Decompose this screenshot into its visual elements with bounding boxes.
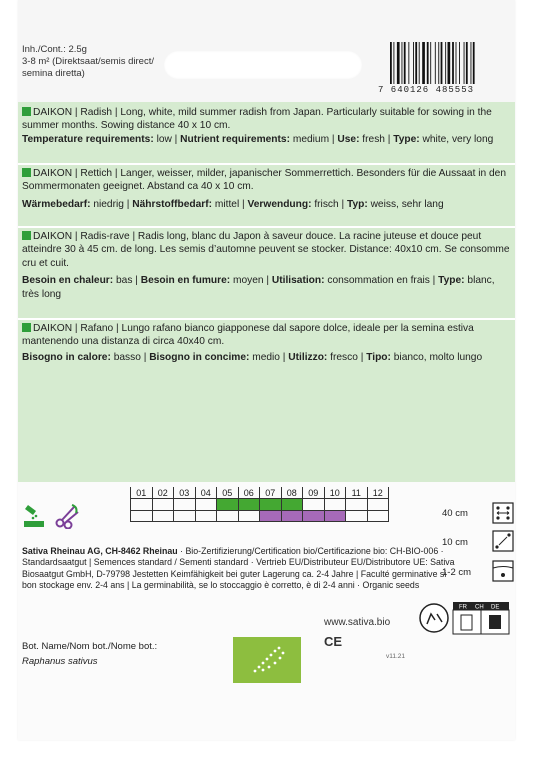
sowing-cell [324,499,346,511]
italian-text: DAIKON | Rafano | Lungo rafano bianco giapponese dal sapore dolce, ideale per la semina estiva mantenendo una distanza di circa 40x40 cm. [22,323,474,348]
seed-packet-back [18,0,515,740]
sowing-cell [367,499,389,511]
harvest-scissors-icon [52,503,82,529]
description-italian [22,322,512,364]
month-label: 04 [195,487,217,499]
harvest-cell [303,510,325,522]
sowing-depth-icon [492,560,514,582]
content-area-it: semina diretta) [22,68,85,79]
sowing-depth: 1-2 cm [442,567,472,578]
sowing-cell [346,499,368,511]
sowing-cell [281,499,303,511]
plant-spacing: 10 cm [442,537,468,548]
description-english [22,106,512,146]
month-label: 02 [152,487,174,499]
recycling-icons [418,598,510,636]
label-ch: CH [475,604,484,611]
harvest-cell [281,510,303,522]
content-area: 3-8 m² (Direktsaat/semis direct/ [22,56,154,67]
month-label: 08 [281,487,303,499]
harvest-cell [238,510,260,522]
barcode-number: 7 640126 485553 [378,85,475,95]
harvest-cell [260,510,282,522]
label-fr: FR [459,604,467,611]
english-text: DAIKON | Radish | Long, white, mild summer radish from Japan. Particularly suitable for sowing in the summer months. Sowing distance 40 x 10 cm. [22,107,492,132]
harvest-cell [131,510,153,522]
month-label: 11 [346,487,368,499]
sowing-icon [22,503,46,529]
row-spacing-icon [492,502,514,524]
sowing-cell [217,499,239,511]
harvest-cell [367,510,389,522]
sowing-cell [303,499,325,511]
month-label: 07 [260,487,282,499]
plant-spacing-icon [492,530,514,552]
divider [18,318,515,320]
ce-mark: CE [324,634,343,649]
website-link[interactable]: www.sativa.bio [324,617,391,628]
packet-top [18,0,515,102]
german-requirements: Wärmebedarf: niedrig | Nährstoffbedarf: mittel | Verwendung: frisch | Typ: weiss, sehr lang [22,198,444,210]
botanical-name-value: Raphanus sativus [22,656,98,667]
harvest-cell [346,510,368,522]
eu-organic-logo [233,637,301,683]
company-name: Sativa Rheinau AG, CH-8462 Rheinau [22,546,178,556]
harvest-cell [324,510,346,522]
english-requirements: Temperature requirements: low | Nutrient requirements: medium | Use: fresh | Type: white, very long [22,133,494,145]
month-label: 03 [174,487,196,499]
month-label: 12 [367,487,389,499]
sowing-cell [195,499,217,511]
sowing-harvest-calendar [130,487,389,522]
sowing-cell [174,499,196,511]
content-weight: Inh./Cont.: 2.5g [22,44,87,55]
harvest-cell [195,510,217,522]
harvest-cell [152,510,174,522]
french-requirements: Besoin en chaleur: bas | Besoin en fumure: moyen | Utilisation: consommation en frais | Type: blanc, très long [22,275,495,300]
green-square-icon [22,107,31,116]
green-square-icon [22,231,31,240]
hanging-tab-hole [164,51,362,79]
green-square-icon [22,168,31,177]
month-label: 05 [217,487,239,499]
company-details: · Bio-Zertifizierung/Certification bio/Certificazione bio: CH-BIO-006 · Standardsaatgut | Semences standard / Sementi standard · Vertrieb EU/Distributeur EU/Distributore UE: Sativa Biosaatgut GmbH, D-79798 Jestetten Keimfähigkeit bei guter Lagerung ca. 2-4 Jahre | Faculté germinative si bon stockage env. 2-4 ans | La germinabilità, se lo stoccaggio è corretto, è di 2-4 anni · Organic seeds [22,546,455,591]
botanical-name [22,641,157,668]
month-label: 09 [303,487,325,499]
description-french [22,230,512,301]
month-label: 10 [324,487,346,499]
version: v11.21 [386,653,406,660]
sowing-cell [131,499,153,511]
green-square-icon [22,323,31,332]
company-info [22,546,462,592]
french-text: DAIKON | Radis-rave | Radis long, blanc du Japon à saveur douce. La racine juteuse et douce peut atteindre 30 à 45 cm. de long. Les semis d’automne peuvent se stocker. Distance: 40x10 cm. Se consomme cru et cuit. [22,231,510,269]
german-text: DAIKON | Rettich | Langer, weisser, milder, japanischer Sommerrettich. Besonders für die Aussaat in den Sommermonaten geeignet. Abstand ca 40 x 10 cm. [22,168,507,193]
month-label: 01 [131,487,153,499]
harvest-cell [217,510,239,522]
italian-requirements: Bisogno in calore: basso | Bisogno in concime: medio | Utilizzo: fresco | Tipo: bianco, molto lungo [22,351,483,363]
label-de: DE [491,604,500,611]
month-label: 06 [238,487,260,499]
botanical-name-label: Bot. Name/Nom bot./Nome bot.: [22,641,158,652]
content-info [22,44,154,80]
sowing-cell [238,499,260,511]
row-spacing: 40 cm [442,508,468,519]
divider [18,226,515,228]
harvest-cell [174,510,196,522]
divider [18,163,515,165]
description-german [22,167,512,211]
sowing-cell [152,499,174,511]
sowing-cell [260,499,282,511]
